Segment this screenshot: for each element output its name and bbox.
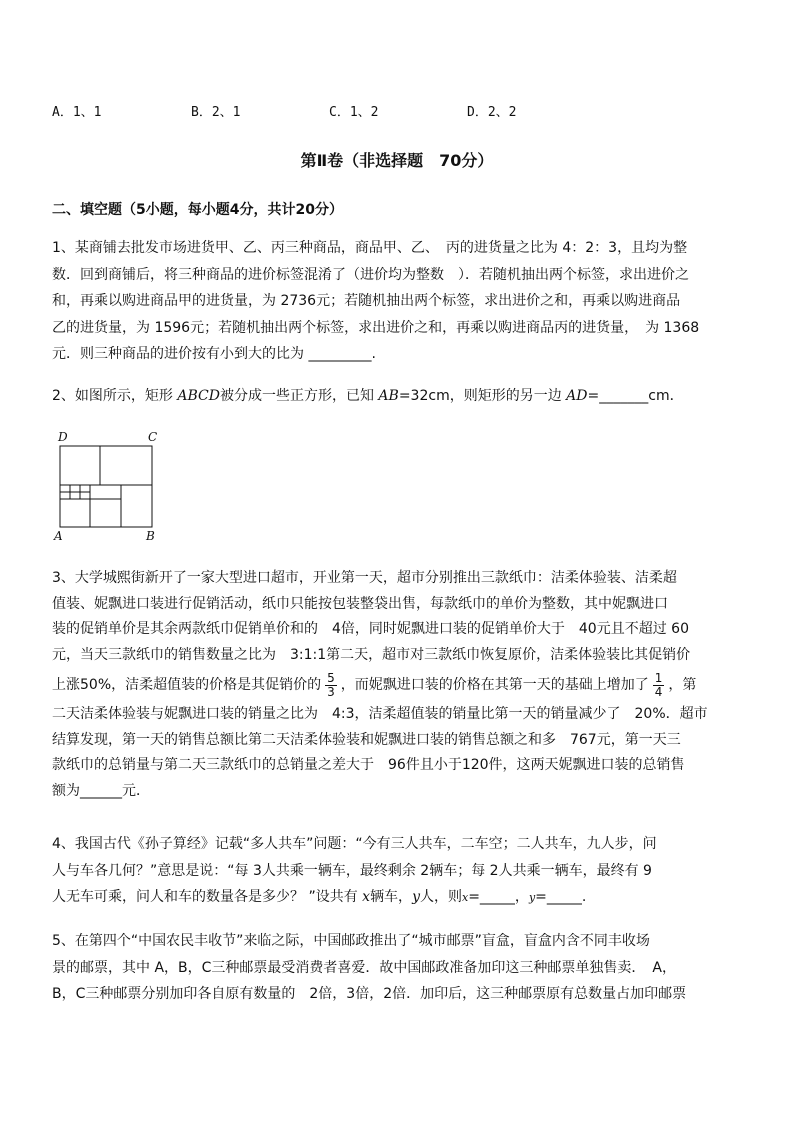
question-3 [52,566,742,804]
segment-ad: AD [566,388,588,404]
question-5 [52,928,742,1008]
question-3-line-7: 结算发现，第一天的销售总额比第二天洁柔体验装和妮飘进口装的销售总额之和多 767元，第一天三 [52,731,681,748]
outer-rectangle [60,446,152,527]
question-3-line-3: 装的促销单价是其余两款纸巾促销单价和的 4倍，同时妮飘进口装的促销单价大于 40元且不超过 60 [52,621,689,637]
question-4-line-3 [52,884,742,912]
choice-b[interactable]: B．2、1 [191,105,241,120]
fraction-2-numerator: 1 [654,670,663,685]
rect-name: ABCD [177,388,220,404]
question-2-line-1 [52,383,742,410]
question-1 [52,235,742,368]
question-4-line-1: 4、我国古代《孙子算经》记载“多人共车”问题：“今有三人共车，二车空；二人共车，九人步，问 [52,836,657,852]
question-4-line-3a: 人无车可乘，问人和车的数量各是多少？ ”设共有 [52,889,363,905]
question-1-line-2: 数．回到商铺后，将三种商品的进价标签混淆了（进价均为整数 ）．若随机抽出两个标签，求出进价之 [52,266,689,283]
answer-x-var: x [461,891,469,904]
question-3-line-8: 款纸巾的总销量与第二天三款纸巾的总销量之差大于 96件且小于120件，这两天妮飘进口装的总销售 [52,757,685,773]
label-b: B [146,529,155,543]
fraction-one-quarter [653,672,665,699]
question-5-line-2: 景的邮票，其中 A，B，C三种邮票最受消费者喜爱．故中国邮政准备加印这三种邮票单独售卖． A， [52,959,676,976]
question-3-line-1: 3、大学城熙街新开了一家大型进口超市，开业第一天，超市分别推出三款纸巾：洁柔体验装、洁柔超 [52,570,677,586]
question-2-pre: 2、如图所示，矩形 [52,388,178,404]
fraction-2-denominator: 4 [654,684,663,699]
variable-x: x [362,889,371,905]
question-3-line-9: 额为______元． [52,782,150,799]
question-5-line-3: B，C三种邮票分别加印各自原有数量的 2倍，3倍，2倍．加印后，这三种邮票原有总数量占加印邮票 [52,986,687,1002]
question-2-mid2: =32cm，则矩形的另一边 [398,388,567,404]
question-3-line-5b: ，而妮飘进口装的价格在其第一天的基础上增加了 [340,677,649,693]
question-1-line-1: 1、某商铺去批发市场进货甲、乙、丙三种商品，商品甲、乙、 丙的进货量之比为 4：2：3，且均为整 [52,240,688,256]
question-3-line-5c: ，第 [668,677,697,693]
question-2 [52,383,742,410]
question-3-line-6: 二天洁柔体验装与妮飘进口装的销量之比为 4:3，洁柔超值装的销量比第一天的销量减少了 20%．超市 [52,706,708,722]
answer-y-blank[interactable]: =_____. [535,889,587,905]
answer-choices [52,101,612,121]
label-a: A [54,529,63,543]
section-title: 第Ⅱ卷（非选择题 70分） [300,151,494,170]
question-2-mid1: 被分成一些正方形，已知 [219,388,379,404]
question-4-line-3c: 人，则 [419,889,462,905]
choice-d[interactable]: D．2、2 [467,105,517,120]
label-c: C [148,430,158,444]
question-3-line-5a: 上涨50%，洁柔超值装的价格是其促销价的 [52,677,322,693]
part-heading: 二、填空题（5小题，每小题4分，共计20分） [52,202,343,218]
question-1-line-5: 元．则三种商品的进价按有小到大的比为 _________. [52,346,376,362]
label-d: D [58,430,68,444]
choice-c[interactable]: C．1、2 [329,105,379,120]
fraction-1-numerator: 5 [327,670,335,685]
rectangle-diagram [52,428,162,546]
question-1-line-4: 乙的进货量，为 1596元；若随机抽出两个标签，求出进价之和，再乘以购进商品丙的进货量， 为 1368 [52,319,700,336]
question-5-line-1: 5、在第四个“中国农民丰收节”来临之际，中国邮政推出了“城市邮票”盲盒，盲盒内含不同丰收场 [52,933,650,949]
question-3-line-4: 元，当天三款纸巾的销售数量之比为 3:1:1第二天，超市对三款纸巾恢复原价，洁柔体验装比其促销价 [52,646,691,663]
variable-y: y [412,889,420,905]
choice-a[interactable]: A．1、1 [52,105,102,120]
answer-x-blank[interactable]: =_____， [468,889,529,905]
question-3-line-5 [52,668,742,702]
question-1-line-3: 和，再乘以购进商品甲的进货量，为 2736元；若随机抽出两个标签，求出进价之和，再乘以购进商品 [52,293,681,309]
answer-y-var: y [528,891,536,904]
question-4-line-2: 人与车各几何？”意思是说：“每 3人共乘一辆车，最终剩余 2辆车；每 2人共乘一辆车，最终有 9 [52,862,652,879]
segment-ab: AB [378,388,399,404]
question-2-post: =_______cm． [587,388,684,404]
question-4-line-3b: 辆车， [370,889,413,905]
question-4 [52,831,742,912]
question-3-line-2: 值装、妮飘进口装进行促销活动，纸巾只能按包装整袋出售，每款纸巾的单价为整数，其中妮飘进口 [52,595,668,612]
fraction-1-denominator: 3 [327,684,335,699]
fraction-five-thirds [325,672,337,699]
